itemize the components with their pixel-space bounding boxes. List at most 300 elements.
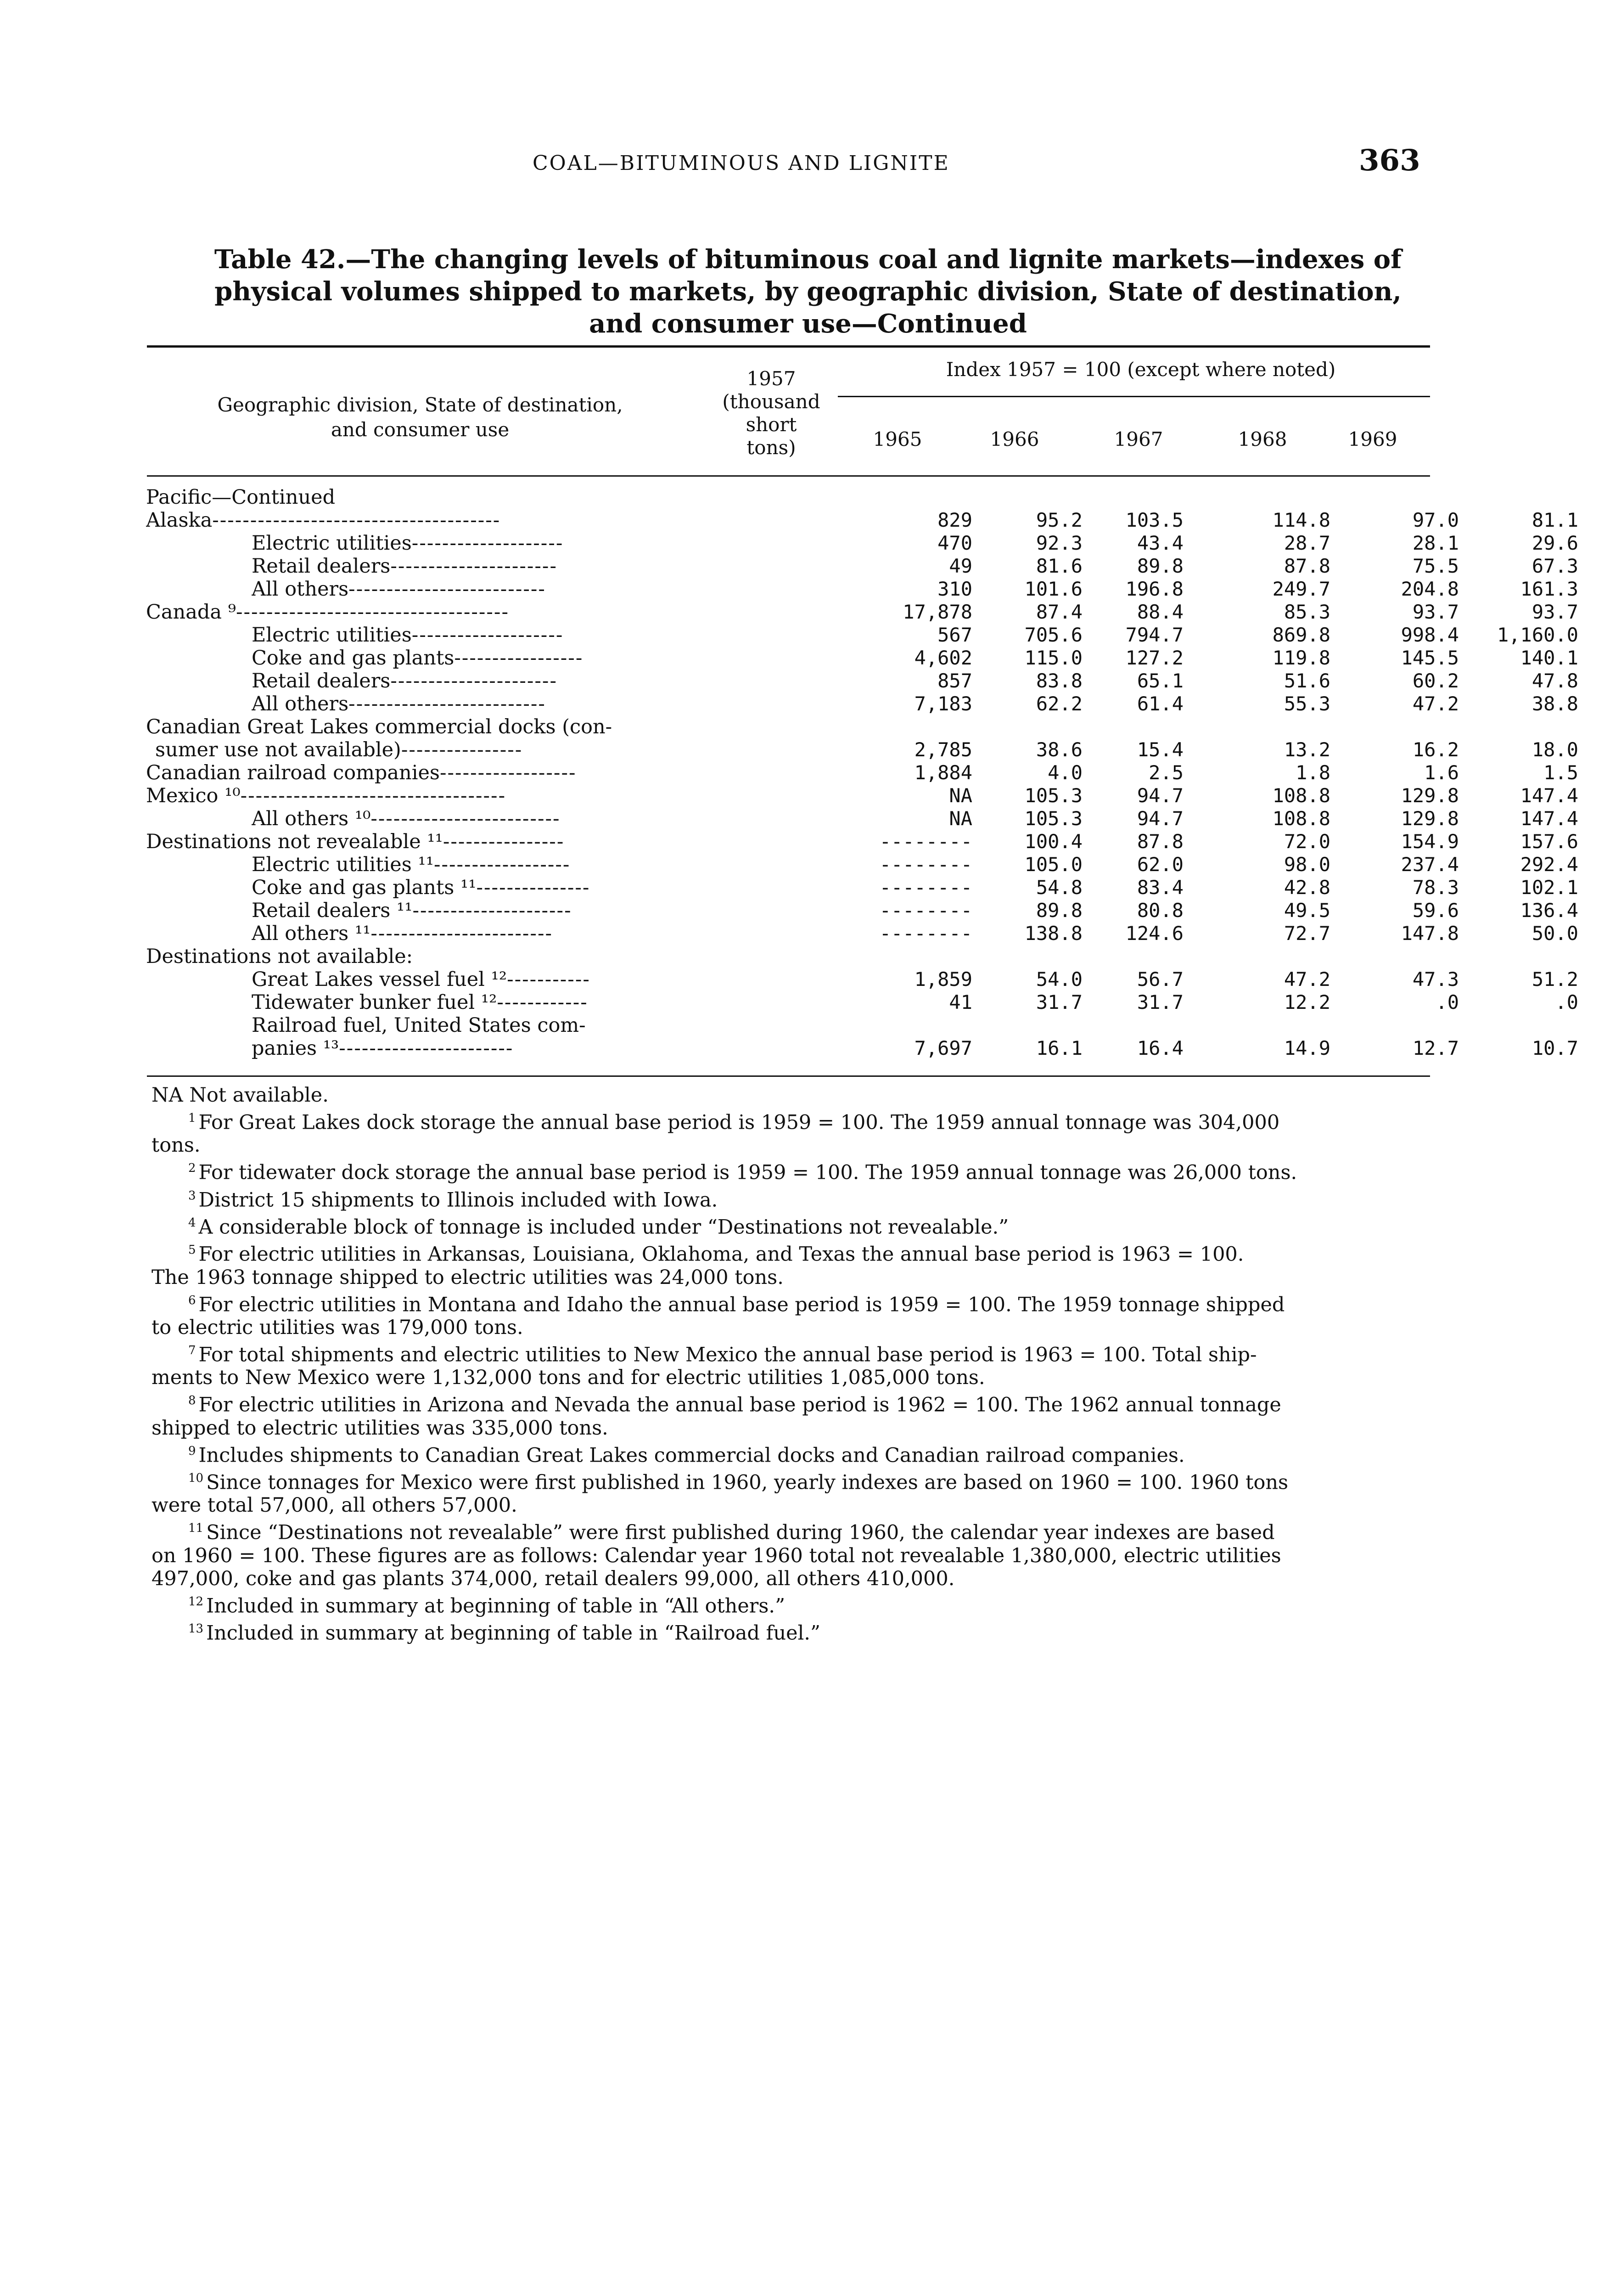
index-value-cell: 56.7	[1137, 968, 1184, 990]
index-value-cell: 83.4	[1137, 876, 1184, 899]
table-title	[193, 243, 1423, 340]
index-value-cell: 119.8	[1272, 647, 1330, 669]
table-row	[146, 670, 1578, 692]
row-label-cell	[155, 738, 711, 761]
index-value-cell: 14.9	[1284, 1037, 1330, 1059]
row-label-cell	[252, 578, 711, 601]
footnote-mark: 4	[188, 1216, 196, 1230]
footnote	[151, 1366, 1437, 1389]
footnote-text: For electric utilities in Arkansas, Louisiana, Oklahoma, and Texas the annual base period is 1963 = 100.	[198, 1243, 1244, 1266]
index-value-cell: 47.8	[1531, 670, 1578, 692]
table-bottom-rule	[147, 1075, 1430, 1077]
footnotes	[151, 1084, 1437, 1644]
index-value-cell: 105.0	[1024, 853, 1083, 876]
row-label: sumer use not available)	[155, 738, 401, 761]
index-value-cell: 13.2	[1284, 738, 1330, 761]
row-label-cell	[252, 692, 711, 715]
base-tonnage-cell: 857	[937, 670, 972, 692]
dot-leader: ------------------	[439, 761, 577, 784]
column-header-year: 1969	[1348, 428, 1397, 450]
footnote-text: District 15 shipments to Illinois included with Iowa.	[198, 1188, 718, 1211]
index-value-cell: 94.7	[1137, 784, 1184, 807]
footnote-text: Includes shipments to Canadian Great Lakes commercial docks and Canadian railroad companies.	[198, 1443, 1185, 1467]
index-value-cell: 49.5	[1284, 899, 1330, 922]
row-label-cell	[146, 601, 711, 624]
footnote	[151, 1316, 1437, 1339]
row-label: Electric utilities ¹¹	[252, 853, 434, 876]
index-value-cell: 38.6	[1036, 738, 1083, 761]
table-row	[146, 738, 1578, 761]
index-value-cell: 105.3	[1024, 784, 1083, 807]
index-value-cell: 292.4	[1520, 853, 1578, 876]
row-label: All others ¹⁰	[252, 807, 371, 830]
table-title-line: and consumer use—Continued	[589, 309, 1027, 339]
table-row	[146, 761, 1578, 784]
footnote	[151, 1184, 1437, 1211]
dot-leader: -----------------------------------	[240, 784, 506, 807]
row-label: Retail dealers	[252, 555, 391, 578]
footnote-text: Included in summary at beginning of table in “Railroad fuel.”	[206, 1621, 821, 1645]
row-label: Canadian railroad companies	[146, 761, 440, 784]
index-value-cell: 75.5	[1412, 555, 1459, 577]
index-value-cell: 998.4	[1401, 624, 1459, 646]
index-value-cell: 31.7	[1137, 991, 1184, 1013]
index-value-cell: 28.7	[1284, 532, 1330, 554]
index-value-cell: .0	[1555, 991, 1578, 1013]
row-label-cell	[146, 486, 711, 509]
index-value-cell: 140.1	[1520, 647, 1578, 669]
footnote	[151, 1567, 1437, 1590]
footnote-text: For Great Lakes dock storage the annual base period is 1959 = 100. The 1959 annual tonnage was 304,000	[198, 1111, 1280, 1134]
index-value-cell: 114.8	[1272, 509, 1330, 531]
index-value-cell: 54.8	[1036, 876, 1083, 899]
row-label-cell	[252, 624, 711, 647]
base-tonnage-cell: --------	[879, 876, 972, 899]
footnote-mark: 10	[188, 1471, 204, 1485]
footnote-text: on 1960 = 100. These figures are as follows: Calendar year 1960 total not revealable 1,380,000, electric utilities	[151, 1544, 1281, 1567]
row-label-cell	[252, 853, 711, 876]
row-label: Railroad fuel, United States com-	[252, 1014, 586, 1037]
table-row	[146, 692, 1578, 715]
row-label: Retail dealers ¹¹	[252, 899, 413, 922]
table-title-line: Table 42.—The changing levels of bituminous coal and lignite markets—indexes of	[214, 244, 1402, 275]
base-tonnage-cell: 2,785	[914, 738, 972, 761]
table-row	[146, 784, 1578, 807]
index-value-cell: 87.8	[1137, 830, 1184, 853]
footnote-text: were total 57,000, all others 57,000.	[151, 1494, 517, 1517]
row-label: Electric utilities	[252, 532, 412, 555]
index-value-cell: 129.8	[1401, 784, 1459, 807]
column-header-line: tons)	[746, 436, 796, 459]
row-label-cell	[252, 922, 711, 945]
base-tonnage-cell: 17,878	[903, 601, 972, 623]
index-value-cell: 147.4	[1520, 784, 1578, 807]
index-value-cell: 4.0	[1048, 761, 1083, 784]
index-value-cell: 51.6	[1284, 670, 1330, 692]
index-value-cell: 78.3	[1412, 876, 1459, 899]
index-value-cell: 705.6	[1024, 624, 1083, 646]
index-value-cell: 38.8	[1531, 692, 1578, 715]
index-value-cell: 145.5	[1401, 647, 1459, 669]
index-value-cell: 129.8	[1401, 807, 1459, 830]
index-value-cell: 157.6	[1520, 830, 1578, 853]
base-tonnage-cell: 567	[937, 624, 972, 646]
column-header-line: short	[746, 413, 797, 436]
dot-leader: --------------------	[411, 624, 564, 647]
dot-leader: ------------------	[433, 853, 571, 876]
index-value-cell: 81.6	[1036, 555, 1083, 577]
index-value-cell: 72.0	[1284, 830, 1330, 853]
footnote-text: tons.	[151, 1134, 201, 1157]
table-row	[146, 945, 1436, 968]
footnote-mark: 11	[188, 1521, 204, 1536]
footnote-mark: 12	[188, 1594, 204, 1609]
index-value-cell: 42.8	[1284, 876, 1330, 899]
table-row	[146, 624, 1578, 647]
footnote	[151, 1617, 1437, 1644]
dot-leader: ------------------------------------	[236, 601, 509, 624]
base-tonnage-cell: 310	[937, 578, 972, 600]
index-value-cell: 47.2	[1284, 968, 1330, 990]
index-value-cell: 147.4	[1520, 807, 1578, 830]
footnote-text: A considerable block of tonnage is included under “Destinations not revealable.”	[198, 1216, 1009, 1239]
footnote-mark: 6	[188, 1293, 196, 1307]
table-row	[146, 922, 1578, 945]
row-label-cell	[146, 784, 711, 807]
index-value-cell: 105.3	[1024, 807, 1083, 830]
index-value-cell: 50.0	[1531, 922, 1578, 945]
footnote-text: NA Not available.	[151, 1084, 329, 1107]
index-value-cell: 89.8	[1036, 899, 1083, 922]
row-label-cell	[146, 945, 711, 968]
footnote-text: shipped to electric utilities was 335,000 tons.	[151, 1416, 608, 1440]
table-row	[146, 578, 1578, 601]
header-bottom-rule	[147, 475, 1430, 477]
footnote-text: For total shipments and electric utilities to New Mexico the annual base period is 1963 = 100. Total ship-	[198, 1343, 1257, 1367]
table-row	[146, 1037, 1578, 1060]
index-value-cell: 87.8	[1284, 555, 1330, 577]
dot-leader: ----------------	[443, 830, 565, 853]
base-tonnage-cell: 7,183	[914, 692, 972, 715]
row-label-cell	[146, 761, 711, 784]
table-row	[146, 968, 1578, 991]
table-row	[146, 853, 1578, 876]
index-value-cell: 65.1	[1137, 670, 1184, 692]
column-header-destination	[151, 393, 689, 442]
footnote	[151, 1266, 1437, 1289]
row-label: Canadian Great Lakes commercial docks (con-	[146, 715, 612, 738]
table-row	[146, 876, 1578, 899]
index-value-cell: 124.6	[1125, 922, 1184, 945]
index-value-cell: 72.7	[1284, 922, 1330, 945]
row-label-cell	[252, 1014, 711, 1037]
row-label-cell	[146, 830, 711, 853]
footnote-mark: 2	[188, 1161, 196, 1176]
row-label: All others	[252, 692, 349, 715]
index-value-cell: 15.4	[1137, 738, 1184, 761]
index-value-cell: 98.0	[1284, 853, 1330, 876]
index-value-cell: 10.7	[1531, 1037, 1578, 1059]
index-value-cell: 31.7	[1036, 991, 1083, 1013]
index-value-cell: 89.8	[1137, 555, 1184, 577]
index-header-rule	[838, 396, 1430, 397]
dot-leader: ------------------------	[370, 922, 553, 945]
dot-leader: -------------------------	[370, 807, 561, 830]
base-tonnage-cell: 470	[937, 532, 972, 554]
index-value-cell: 249.7	[1272, 578, 1330, 600]
footnote-text: The 1963 tonnage shipped to electric utilities was 24,000 tons.	[151, 1266, 784, 1289]
row-label: Destinations not revealable ¹¹	[146, 830, 443, 853]
row-label-cell	[146, 509, 711, 532]
row-label-cell	[252, 1037, 711, 1060]
index-value-cell: 103.5	[1125, 509, 1184, 531]
column-header-year: 1968	[1238, 428, 1287, 450]
table-row	[146, 715, 1436, 738]
table-top-rule	[147, 345, 1430, 348]
footnote-mark: 5	[188, 1243, 196, 1257]
table-row	[146, 486, 1436, 509]
index-value-cell: 28.1	[1412, 532, 1459, 554]
index-value-cell: 1.6	[1424, 761, 1459, 784]
index-value-cell: 51.2	[1531, 968, 1578, 990]
table-row	[146, 647, 1578, 670]
index-value-cell: 147.8	[1401, 922, 1459, 945]
index-value-cell: 136.4	[1520, 899, 1578, 922]
row-label: Coke and gas plants	[252, 647, 454, 670]
footnote-text: Since tonnages for Mexico were first published in 1960, yearly indexes are based on 1960 = 100. 1960 tons	[206, 1471, 1289, 1494]
footnote-text: Included in summary at beginning of table in “All others.”	[206, 1594, 785, 1617]
row-label: All others ¹¹	[252, 922, 371, 945]
index-value-cell: .0	[1436, 991, 1459, 1013]
base-tonnage-cell: --------	[879, 853, 972, 876]
index-value-cell: 55.3	[1284, 692, 1330, 715]
footnote	[151, 1084, 1437, 1107]
index-value-cell: 97.0	[1412, 509, 1459, 531]
index-value-cell: 87.4	[1036, 601, 1083, 623]
index-value-cell: 794.7	[1125, 624, 1184, 646]
footnote-mark: 7	[188, 1343, 196, 1357]
index-value-cell: 108.8	[1272, 784, 1330, 807]
base-tonnage-cell: 829	[937, 509, 972, 531]
index-value-cell: 115.0	[1024, 647, 1083, 669]
base-tonnage-cell: 1,859	[914, 968, 972, 990]
row-label: Canada ⁹	[146, 601, 236, 624]
footnote-text: Since “Destinations not revealable” were first published during 1960, the calendar year indexes are based	[206, 1521, 1275, 1544]
table-row	[146, 509, 1578, 532]
base-tonnage-cell: 1,884	[914, 761, 972, 784]
dot-leader: -----------	[507, 968, 590, 991]
index-value-cell: 12.2	[1284, 991, 1330, 1013]
row-label: Retail dealers	[252, 670, 391, 692]
dot-leader: --------------------	[411, 532, 564, 555]
index-value-cell: 154.9	[1401, 830, 1459, 853]
index-value-cell: 93.7	[1412, 601, 1459, 623]
running-head: COAL—BITUMINOUS AND LIGNITE	[533, 152, 950, 175]
column-header-index: Index 1957 = 100 (except where noted)	[946, 358, 1336, 381]
table-row	[146, 807, 1578, 830]
index-value-cell: 62.0	[1137, 853, 1184, 876]
dot-leader: ---------------------	[412, 899, 572, 922]
footnote	[151, 1417, 1437, 1440]
footnote	[151, 1157, 1437, 1184]
index-value-cell: 43.4	[1137, 532, 1184, 554]
index-value-cell: 869.8	[1272, 624, 1330, 646]
base-tonnage-cell: NA	[949, 807, 972, 830]
row-label-cell	[252, 647, 711, 670]
index-value-cell: 161.3	[1520, 578, 1578, 600]
index-value-cell: 100.4	[1024, 830, 1083, 853]
dot-leader: ---------------	[476, 876, 590, 899]
row-label-cell	[252, 899, 711, 922]
row-label-cell	[252, 876, 711, 899]
row-label: Alaska	[146, 509, 213, 532]
footnote-text: For electric utilities in Arizona and Nevada the annual base period is 1962 = 100. The 1962 annual tonnage	[198, 1393, 1281, 1417]
index-value-cell: 93.7	[1531, 601, 1578, 623]
index-value-cell: 2.5	[1149, 761, 1184, 784]
footnote	[151, 1211, 1437, 1238]
index-value-cell: 18.0	[1531, 738, 1578, 761]
row-label-cell	[252, 670, 711, 692]
index-value-cell: 1.8	[1296, 761, 1330, 784]
row-label-cell	[252, 991, 711, 1014]
row-label: Great Lakes vessel fuel ¹²	[252, 968, 507, 991]
footnote-text: For electric utilities in Montana and Idaho the annual base period is 1959 = 100. The 1959 tonnage shipped	[198, 1293, 1285, 1316]
table-row	[146, 899, 1578, 922]
column-header-line: and consumer use	[331, 418, 510, 441]
footnote-text: For tidewater dock storage the annual base period is 1959 = 100. The 1959 annual tonnage was 26,000 tons.	[198, 1161, 1297, 1184]
row-label: Tidewater bunker fuel ¹²	[252, 991, 497, 1014]
index-value-cell: 1.5	[1543, 761, 1578, 784]
index-value-cell: 67.3	[1531, 555, 1578, 577]
index-value-cell: 94.7	[1137, 807, 1184, 830]
footnote	[151, 1440, 1437, 1467]
footnote	[151, 1544, 1437, 1567]
footnote	[151, 1467, 1437, 1494]
index-value-cell: 47.3	[1412, 968, 1459, 990]
dot-leader: --------------------------	[348, 692, 546, 715]
table-row	[146, 601, 1578, 624]
index-value-cell: 80.8	[1137, 899, 1184, 922]
page-number: 363	[1359, 143, 1420, 178]
footnote-mark: 1	[188, 1111, 196, 1125]
footnote-mark: 8	[188, 1394, 196, 1408]
base-tonnage-cell: 41	[949, 991, 972, 1013]
dot-leader: ------------	[497, 991, 588, 1014]
row-label: Coke and gas plants ¹¹	[252, 876, 477, 899]
index-value-cell: 16.4	[1137, 1037, 1184, 1059]
index-value-cell: 88.4	[1137, 601, 1184, 623]
footnote-mark: 3	[188, 1188, 196, 1203]
row-label: Pacific—Continued	[146, 486, 336, 509]
dot-leader: --------------------------------------	[212, 509, 501, 532]
dot-leader: ----------------	[401, 738, 523, 761]
dot-leader: ----------------------	[390, 670, 557, 692]
index-value-cell: 92.3	[1036, 532, 1083, 554]
table-row	[146, 532, 1578, 555]
index-value-cell: 237.4	[1401, 853, 1459, 876]
footnote	[151, 1494, 1437, 1517]
column-header-line: Geographic division, State of destination,	[217, 394, 623, 416]
table-body	[146, 486, 1578, 1060]
footnote	[151, 1389, 1437, 1416]
column-header-base-1957	[702, 367, 840, 459]
table-row	[146, 555, 1578, 578]
index-value-cell: 59.6	[1412, 899, 1459, 922]
base-tonnage-cell: 7,697	[914, 1037, 972, 1059]
dot-leader: ----------------------	[390, 555, 557, 578]
index-value-cell: 108.8	[1272, 807, 1330, 830]
index-value-cell: 127.2	[1125, 647, 1184, 669]
table-title-line: physical volumes shipped to markets, by geographic division, State of destination,	[214, 276, 1402, 307]
footnote	[151, 1339, 1437, 1366]
footnote	[151, 1107, 1437, 1134]
row-label: All others	[252, 578, 349, 601]
row-label-cell	[146, 715, 711, 738]
footnote	[151, 1238, 1437, 1266]
index-value-cell: 1,160.0	[1497, 624, 1578, 646]
footnote-mark: 9	[188, 1444, 196, 1458]
index-value-cell: 196.8	[1125, 578, 1184, 600]
table-row	[146, 1014, 1436, 1037]
index-value-cell: 102.1	[1520, 876, 1578, 899]
index-value-cell: 204.8	[1401, 578, 1459, 600]
column-header-line: 1957	[746, 367, 796, 390]
index-value-cell: 101.6	[1024, 578, 1083, 600]
column-header-year: 1966	[990, 428, 1039, 450]
index-value-cell: 16.2	[1412, 738, 1459, 761]
column-header-year: 1967	[1114, 428, 1163, 450]
footnote	[151, 1517, 1437, 1544]
index-value-cell: 138.8	[1024, 922, 1083, 945]
base-tonnage-cell: 4,602	[914, 647, 972, 669]
index-value-cell: 62.2	[1036, 692, 1083, 715]
dot-leader: -----------------------	[339, 1037, 514, 1060]
index-value-cell: 60.2	[1412, 670, 1459, 692]
row-label-cell	[252, 968, 711, 991]
base-tonnage-cell: --------	[879, 922, 972, 945]
row-label: Electric utilities	[252, 624, 412, 647]
index-value-cell: 83.8	[1036, 670, 1083, 692]
footnote	[151, 1590, 1437, 1617]
row-label-cell	[252, 532, 711, 555]
base-tonnage-cell: --------	[879, 899, 972, 922]
index-value-cell: 95.2	[1036, 509, 1083, 531]
footnote	[151, 1134, 1437, 1157]
footnote-text: ments to New Mexico were 1,132,000 tons and for electric utilities 1,085,000 tons.	[151, 1366, 985, 1390]
row-label: panies ¹³	[252, 1037, 339, 1060]
index-value-cell: 16.1	[1036, 1037, 1083, 1059]
footnote-text: 497,000, coke and gas plants 374,000, retail dealers 99,000, all others 410,000.	[151, 1567, 955, 1590]
base-tonnage-cell: NA	[949, 784, 972, 807]
index-value-cell: 85.3	[1284, 601, 1330, 623]
index-value-cell: 12.7	[1412, 1037, 1459, 1059]
row-label-cell	[252, 807, 711, 830]
index-value-cell: 47.2	[1412, 692, 1459, 715]
column-header-year: 1965	[873, 428, 922, 450]
index-value-cell: 81.1	[1531, 509, 1578, 531]
base-tonnage-cell: 49	[949, 555, 972, 577]
index-value-cell: 54.0	[1036, 968, 1083, 990]
dot-leader: --------------------------	[348, 578, 546, 601]
index-value-cell: 29.6	[1531, 532, 1578, 554]
index-value-cell: 61.4	[1137, 692, 1184, 715]
base-tonnage-cell: --------	[879, 830, 972, 853]
footnote	[151, 1289, 1437, 1316]
footnote-mark: 13	[188, 1621, 204, 1636]
footnote-text: to electric utilities was 179,000 tons.	[151, 1316, 523, 1339]
dot-leader: -----------------	[454, 647, 583, 670]
column-header-line: (thousand	[722, 390, 820, 413]
